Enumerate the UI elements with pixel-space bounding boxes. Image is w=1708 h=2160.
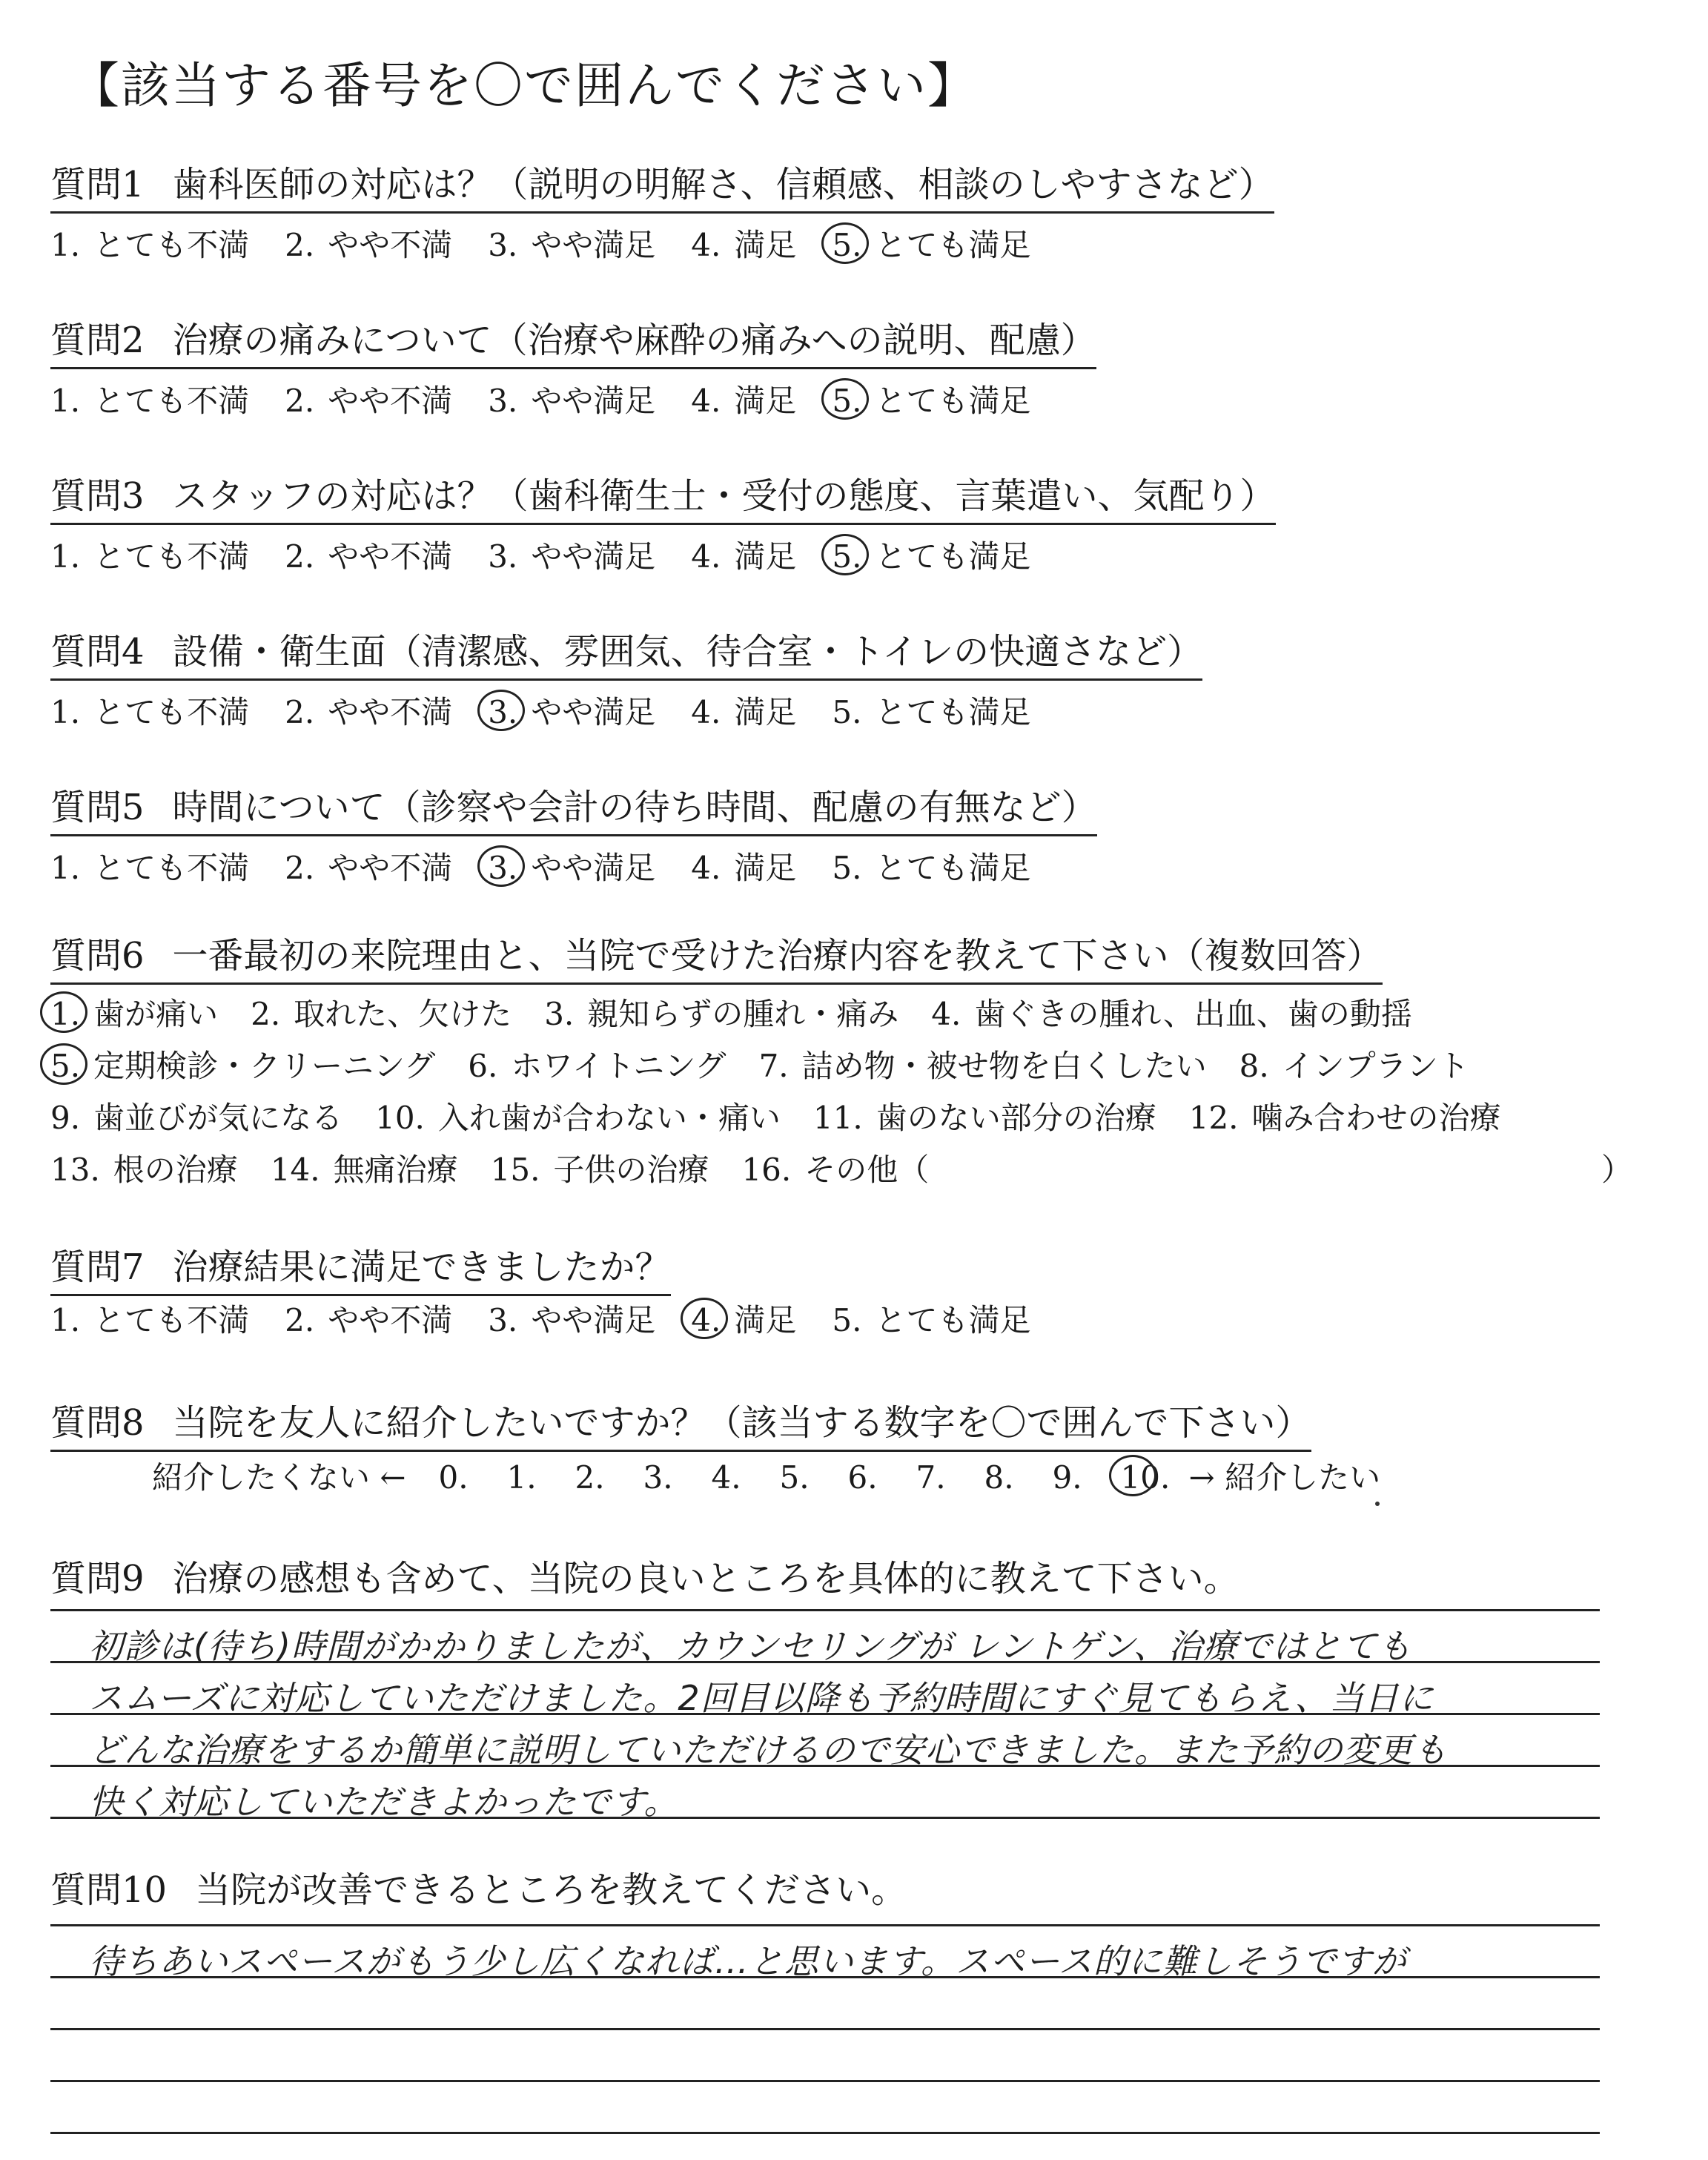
question-text: 時間について（診察や会計の待ち時間、配慮の有無など） [172, 787, 1097, 828]
reason-option[interactable] [50, 1146, 238, 1190]
rating-option[interactable] [488, 1296, 655, 1341]
ruled-line [50, 2080, 1600, 2082]
option-label: とても不満 [93, 1302, 250, 1338]
score-option[interactable]: 9. [1052, 1459, 1082, 1496]
option-number: 10. [375, 1100, 425, 1136]
selection-circle [821, 534, 869, 575]
rating-option[interactable] [832, 1296, 1030, 1341]
selection-circle [477, 690, 525, 731]
question-text: スタッフの対応は？（歯科衛生士・受付の態度、言葉遣い、気配り） [172, 475, 1276, 517]
option-label: やや不満 [328, 383, 453, 419]
q6-option-row [50, 1094, 1534, 1138]
option-label: とても満足 [875, 227, 1031, 263]
option-label: やや不満 [328, 1302, 453, 1338]
reason-option[interactable] [251, 990, 512, 1034]
option-number: 1. [50, 694, 81, 730]
reason-option[interactable] [50, 990, 218, 1034]
q6-option-row [50, 1146, 961, 1190]
option-number: 1. [50, 227, 81, 263]
option-number: 3. [488, 850, 517, 886]
ruled-line [50, 1924, 1600, 1926]
option-number: 6. [468, 1048, 498, 1084]
rating-option[interactable] [285, 532, 452, 577]
option-number: 2. [285, 538, 315, 575]
reason-option[interactable] [1189, 1094, 1501, 1138]
option-label: とても満足 [875, 694, 1031, 730]
option-label: 満足 [734, 850, 797, 886]
option-label: インプラント [1282, 1048, 1469, 1084]
rating-option[interactable] [488, 377, 655, 421]
score-option[interactable]: 10. [1121, 1459, 1189, 1496]
option-number: 4. [691, 383, 721, 419]
option-number: 15. [490, 1152, 540, 1188]
option-label: 満足 [734, 538, 797, 575]
rating-option[interactable] [691, 844, 796, 888]
option-label: 無痛治療 [333, 1152, 458, 1188]
q9-text: 治療の感想も含めて、当院の良いところを具体的に教えて下さい。 [172, 1558, 1239, 1599]
reason-option[interactable] [544, 990, 898, 1034]
rating-option[interactable] [488, 532, 655, 577]
rating-option[interactable] [832, 377, 1030, 421]
option-label: とても不満 [93, 694, 250, 730]
q8-right-label: → 紹介したい [1188, 1459, 1381, 1496]
option-number: 2. [285, 850, 315, 886]
q9-answer-line: 快く対応していただきよかったです。 [89, 1782, 679, 1822]
rating-option[interactable] [832, 532, 1030, 577]
option-label: 定期検診・クリーニング [93, 1048, 436, 1084]
question-number: 質問4 [50, 631, 145, 673]
stray-dot [1375, 1502, 1380, 1506]
option-number: 16. [741, 1152, 792, 1188]
score-option[interactable]: 2. [575, 1459, 605, 1496]
option-label: やや満足 [531, 227, 656, 263]
score-option[interactable]: 0. [438, 1459, 469, 1496]
option-number: 2. [285, 227, 315, 263]
rating-option[interactable] [488, 688, 655, 733]
option-number: 5. [832, 383, 861, 419]
q8-left-label: 紹介したくない ← [152, 1459, 406, 1496]
option-number: 3. [488, 694, 517, 730]
q6-option-row [50, 1042, 1502, 1086]
question-number: 質問3 [50, 475, 145, 517]
rating-option[interactable] [285, 844, 452, 888]
q1-options [50, 221, 1066, 265]
q10-number: 質問10 [50, 1869, 168, 1911]
q8-title [50, 1394, 1311, 1452]
score-option[interactable]: 6. [847, 1459, 878, 1496]
score-option[interactable]: 4. [711, 1459, 741, 1496]
option-label: 入れ歯が合わない・痛い [437, 1100, 781, 1136]
rating-option[interactable] [50, 377, 249, 421]
option-number: 2. [285, 1302, 315, 1338]
option-label: 取れた、欠けた [294, 996, 512, 1032]
reason-option[interactable] [271, 1146, 458, 1190]
option-label: やや不満 [328, 538, 453, 575]
option-label: とても不満 [93, 538, 250, 575]
reason-option[interactable] [1239, 1042, 1469, 1086]
rating-option[interactable] [691, 532, 796, 577]
rating-option[interactable] [832, 844, 1030, 888]
option-number: 3. [488, 383, 518, 419]
score-option[interactable]: 8. [984, 1459, 1014, 1496]
option-number: 3. [488, 538, 518, 575]
option-label: その他（ [804, 1152, 930, 1188]
option-number: 13. [50, 1152, 100, 1188]
option-number: 3. [488, 1302, 518, 1338]
score-option[interactable]: 5. [779, 1459, 810, 1496]
option-label: ホワイトニング [511, 1048, 726, 1084]
q7-text: 治療結果に満足できましたか？ [172, 1246, 671, 1288]
rating-option[interactable] [285, 377, 452, 421]
option-label: やや不満 [328, 850, 453, 886]
option-number: 1. [50, 383, 81, 419]
selection-circle [1109, 1455, 1156, 1496]
option-label: 満足 [734, 227, 797, 263]
rating-option[interactable] [691, 688, 796, 733]
reason-option[interactable] [375, 1094, 781, 1138]
selection-circle [681, 1298, 728, 1339]
q7-title [50, 1238, 671, 1296]
q10-title [50, 1861, 907, 1912]
option-number: 3. [544, 996, 575, 1032]
option-label: 歯のない部分の治療 [875, 1100, 1156, 1136]
question-text: 治療の痛みについて（治療や麻酔の痛みへの説明、配慮） [172, 320, 1096, 361]
option-label: 歯並びが気になる [93, 1100, 343, 1136]
option-label: とても満足 [875, 1302, 1031, 1338]
option-number: 2. [285, 694, 315, 730]
option-number: 5. [50, 1048, 80, 1084]
reason-option[interactable] [50, 1094, 342, 1138]
q5-title [50, 779, 1097, 836]
q1-title [50, 156, 1274, 214]
option-label: とても不満 [93, 383, 250, 419]
option-label: 満足 [734, 383, 797, 419]
q9-answer-line: 初診は(待ち)時間がかかりましたが、カウンセリングが レントゲン、治療ではとても [89, 1626, 1412, 1666]
q7-number: 質問7 [50, 1246, 145, 1288]
option-number: 12. [1188, 1100, 1239, 1136]
q10-answer-line: 待ちあいスペースがもう少し広くなれば…と思います。スペース的に難しそうですが [89, 1941, 1407, 1981]
option-number: 2. [251, 996, 281, 1032]
option-label: 根の治療 [113, 1152, 238, 1188]
option-number: 4. [691, 850, 721, 886]
rating-option[interactable] [285, 688, 452, 733]
option-label: やや不満 [328, 227, 453, 263]
rating-option[interactable] [691, 221, 796, 265]
option-label: とても満足 [875, 850, 1031, 886]
option-label: やや満足 [531, 538, 656, 575]
rating-option[interactable] [488, 844, 655, 888]
option-label: 歯ぐきの腫れ、出血、歯の動揺 [974, 996, 1412, 1032]
option-number: 7. [758, 1048, 789, 1084]
rating-option[interactable] [50, 688, 249, 733]
rating-option[interactable] [50, 844, 249, 888]
q6-title [50, 927, 1383, 985]
option-number: 4. [691, 227, 721, 263]
option-number: 1. [50, 1302, 81, 1338]
reason-option[interactable] [759, 1042, 1207, 1086]
rating-option[interactable] [691, 377, 796, 421]
rating-option[interactable] [691, 1296, 796, 1341]
reason-option[interactable] [741, 1146, 929, 1190]
option-number: 1. [50, 538, 81, 575]
question-text: 設備・衛生面（清潔感、雰囲気、待合室・トイレの快適さなど） [172, 631, 1203, 673]
q6-other-close: ） [1601, 1152, 1633, 1188]
option-label: 歯が痛い [93, 996, 219, 1032]
option-number: 8. [1239, 1048, 1269, 1084]
ruled-line [50, 2132, 1600, 2134]
q3-title [50, 467, 1276, 525]
option-number: 11. [812, 1100, 863, 1136]
selection-circle [40, 1043, 87, 1085]
reason-option[interactable] [50, 1042, 435, 1086]
q9-answer-line: どんな治療をするか簡単に説明していただけるので安心できました。また予約の変更も [89, 1730, 1448, 1770]
q4-options [50, 688, 1066, 733]
q6-number: 質問6 [50, 935, 145, 977]
question-number: 質問2 [50, 320, 145, 361]
question-number: 質問1 [50, 164, 145, 205]
option-label: 噛み合わせの治療 [1251, 1100, 1501, 1136]
q8-text: 当院を友人に紹介したいですか？（該当する数字を〇で囲んで下さい） [172, 1402, 1311, 1444]
score-option[interactable]: 7. [916, 1459, 946, 1496]
option-label: やや不満 [328, 694, 453, 730]
ruled-line [50, 2028, 1600, 2030]
reason-option[interactable] [468, 1042, 726, 1086]
rating-option[interactable] [50, 1296, 249, 1341]
rating-option[interactable] [50, 221, 249, 265]
selection-circle [821, 378, 869, 420]
option-number: 5. [832, 227, 861, 263]
option-label: 満足 [734, 1302, 797, 1338]
reason-option[interactable] [813, 1094, 1156, 1138]
option-number: 5. [832, 538, 861, 575]
option-number: 4. [691, 694, 721, 730]
option-label: やや満足 [531, 694, 656, 730]
option-number: 4. [931, 996, 961, 1032]
option-label: やや満足 [531, 1302, 656, 1338]
option-label: とても不満 [93, 850, 250, 886]
q8-number: 質問8 [50, 1402, 145, 1444]
option-label: とても不満 [93, 227, 250, 263]
rating-option[interactable] [832, 688, 1030, 733]
option-number: 5. [832, 850, 862, 886]
q8-scale [152, 1453, 1380, 1498]
q7-options [50, 1296, 1066, 1341]
option-label: とても満足 [875, 383, 1031, 419]
q2-options [50, 377, 1066, 421]
q6-text: 一番最初の来院理由と、当院で受けた治療内容を教えて下さい（複数回答） [172, 935, 1383, 977]
option-label: やや満足 [531, 383, 656, 419]
option-number: 5. [832, 694, 862, 730]
option-label: 子供の治療 [553, 1152, 709, 1188]
option-label: やや満足 [531, 850, 656, 886]
question-text: 歯科医師の対応は？（説明の明解さ、信頼感、相談のしやすさなど） [172, 164, 1274, 205]
q4-title [50, 623, 1202, 681]
rating-option[interactable] [832, 221, 1030, 265]
page-title: 【該当する番号を〇で囲んでください】 [70, 57, 978, 114]
option-number: 9. [50, 1100, 81, 1136]
rating-option[interactable] [285, 1296, 452, 1341]
selection-circle [40, 991, 87, 1033]
option-label: 親知らずの腫れ・痛み [587, 996, 899, 1032]
option-number: 1. [50, 850, 81, 886]
option-label: とても満足 [875, 538, 1031, 575]
option-number: 5. [832, 1302, 862, 1338]
q2-title [50, 311, 1096, 369]
rating-option[interactable] [285, 221, 452, 265]
q9-answer-line: スムーズに対応していただけました。2回目以降も予約時間にすぐ見てもらえ、当日に [89, 1678, 1434, 1718]
reason-option[interactable] [491, 1146, 709, 1190]
reason-option[interactable] [931, 990, 1412, 1034]
rating-option[interactable] [488, 221, 655, 265]
option-number: 3. [488, 227, 518, 263]
option-label: 満足 [734, 694, 797, 730]
ruled-line [50, 1609, 1600, 1611]
rating-option[interactable] [50, 532, 249, 577]
selection-circle [821, 222, 869, 264]
score-option[interactable]: 3. [643, 1459, 673, 1496]
selection-circle [477, 845, 525, 887]
option-number: 1. [50, 996, 80, 1032]
score-option[interactable]: 1. [506, 1459, 537, 1496]
q3-options [50, 532, 1066, 577]
option-number: 4. [691, 1302, 721, 1338]
option-label: 詰め物・被せ物を白くしたい [801, 1048, 1207, 1084]
option-number: 4. [691, 538, 721, 575]
q6-option-row [50, 990, 1445, 1034]
q9-title [50, 1550, 1239, 1601]
q9-number: 質問9 [50, 1558, 145, 1599]
option-number: 14. [270, 1152, 320, 1188]
q5-options [50, 844, 1066, 888]
q10-text: 当院が改善できるところを教えてください。 [195, 1869, 907, 1911]
question-number: 質問5 [50, 787, 145, 828]
option-number: 2. [285, 383, 315, 419]
